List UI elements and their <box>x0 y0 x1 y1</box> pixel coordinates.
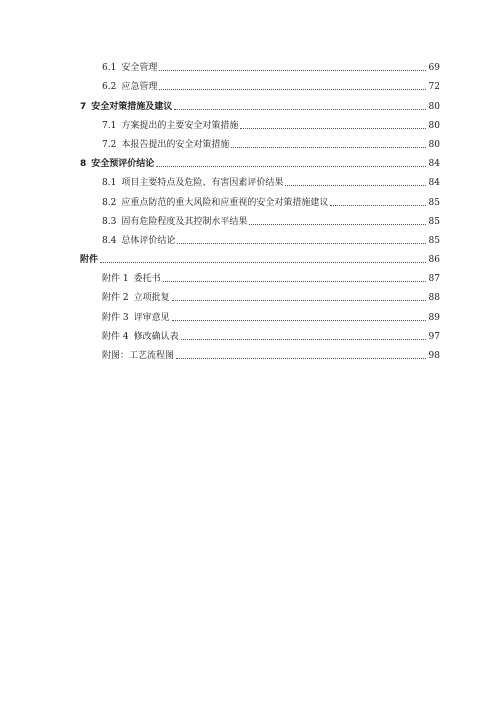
toc-entry-title: 本报告提出的安全对策措施 <box>121 139 230 150</box>
toc-entry-page: 85 <box>428 235 440 246</box>
toc-entry-process-flow-diagram[interactable] <box>80 343 440 362</box>
toc-entry-title: 应急管理 <box>121 82 158 93</box>
toc-dot-leader <box>100 262 426 263</box>
toc-entry-title: 总体评价结论 <box>121 235 176 246</box>
toc-entry-page: 69 <box>428 63 440 74</box>
toc-entry-title: 安全预评价结论 <box>91 159 155 170</box>
toc-entry-title: 固有危险程度及其控制水平结果 <box>121 216 248 227</box>
toc-entry-page: 87 <box>428 274 440 285</box>
toc-entry-number: 8 <box>80 159 87 170</box>
toc-entry-appendix-3[interactable] <box>80 304 440 323</box>
toc-dot-leader <box>177 243 426 244</box>
toc-entry-title: 方案提出的主要安全对策措施 <box>121 120 239 131</box>
toc-entry-7-1[interactable] <box>80 113 440 132</box>
toc-entry-page: 80 <box>428 139 440 150</box>
toc-entry-number: 附件 3 <box>102 312 129 323</box>
toc-entry-7-2[interactable] <box>80 132 440 151</box>
toc-entry-title: 安全对策措施及建议 <box>91 101 173 112</box>
toc-entry-title: 应重点防范的重大风险和应重视的安全对策措施建议 <box>121 197 329 208</box>
toc-entry-7[interactable] <box>80 93 440 112</box>
toc-entry-page: 80 <box>428 120 440 131</box>
toc-entry-number: 7 <box>80 101 87 112</box>
toc-entry-number: 7.2 <box>102 139 117 150</box>
toc-dot-leader <box>285 185 426 186</box>
toc-entry-8-2[interactable] <box>80 189 440 208</box>
toc-dot-leader <box>240 128 426 129</box>
toc-entry-8[interactable] <box>80 151 440 170</box>
toc-entry-title: 委托书 <box>133 274 161 285</box>
toc-entry-appendix-2[interactable] <box>80 285 440 304</box>
toc-entry-appendix-4[interactable] <box>80 324 440 343</box>
toc-dot-leader <box>249 224 426 225</box>
toc-entry-title: 安全管理 <box>121 63 158 74</box>
toc-entry-number: 附件 4 <box>102 331 129 342</box>
toc-entry-8-4[interactable] <box>80 228 440 247</box>
toc-entry-page: 84 <box>428 178 440 189</box>
toc-entry-8-3[interactable] <box>80 209 440 228</box>
toc-entry-number: 附件 2 <box>102 293 129 304</box>
toc-dot-leader <box>156 166 426 167</box>
toc-dot-leader <box>174 109 426 110</box>
toc-entry-title: 立项批复 <box>133 293 170 304</box>
toc-entry-number: 8.4 <box>102 235 117 246</box>
toc-dot-leader <box>159 70 426 71</box>
toc-entry-page: 89 <box>428 312 440 323</box>
toc-entry-title: 评审意见 <box>133 312 170 323</box>
toc-entry-page: 85 <box>428 216 440 227</box>
toc-entry-page: 85 <box>428 197 440 208</box>
toc-dot-leader <box>172 320 426 321</box>
toc-entry-number: 6.2 <box>102 82 117 93</box>
toc-entry-page: 97 <box>428 331 440 342</box>
toc-entry-title: 附件 <box>80 255 99 266</box>
toc-entry-number: 8.2 <box>102 197 117 208</box>
toc-entry-6-1[interactable] <box>80 55 440 74</box>
toc-entry-title: 项目主要特点及危险、有害因素评价结果 <box>121 178 284 189</box>
toc-entry-page: 88 <box>428 293 440 304</box>
table-of-contents <box>80 55 440 362</box>
toc-entry-title: 修改确认表 <box>133 331 179 342</box>
toc-dot-leader <box>176 358 426 359</box>
toc-entry-page: 72 <box>428 82 440 93</box>
toc-entry-page: 86 <box>428 255 440 266</box>
toc-entry-6-2[interactable] <box>80 74 440 93</box>
toc-entry-appendix-1[interactable] <box>80 266 440 285</box>
toc-dot-leader <box>181 339 426 340</box>
toc-dot-leader <box>172 300 426 301</box>
toc-entry-number: 8.3 <box>102 216 117 227</box>
toc-entry-number: 附件 1 <box>102 274 129 285</box>
toc-dot-leader <box>163 281 426 282</box>
toc-entry-8-1[interactable] <box>80 170 440 189</box>
toc-dot-leader <box>159 89 426 90</box>
toc-dot-leader <box>231 147 426 148</box>
toc-entry-page: 84 <box>428 159 440 170</box>
toc-entry-page: 80 <box>428 101 440 112</box>
toc-dot-leader <box>330 205 426 206</box>
toc-entry-page: 98 <box>428 351 440 361</box>
toc-entry-appendix[interactable] <box>80 247 440 266</box>
toc-entry-title: 附图：工艺流程图 <box>102 351 175 361</box>
toc-entry-number: 7.1 <box>102 120 117 131</box>
toc-entry-number: 8.1 <box>102 178 117 189</box>
toc-entry-number: 6.1 <box>102 63 117 74</box>
